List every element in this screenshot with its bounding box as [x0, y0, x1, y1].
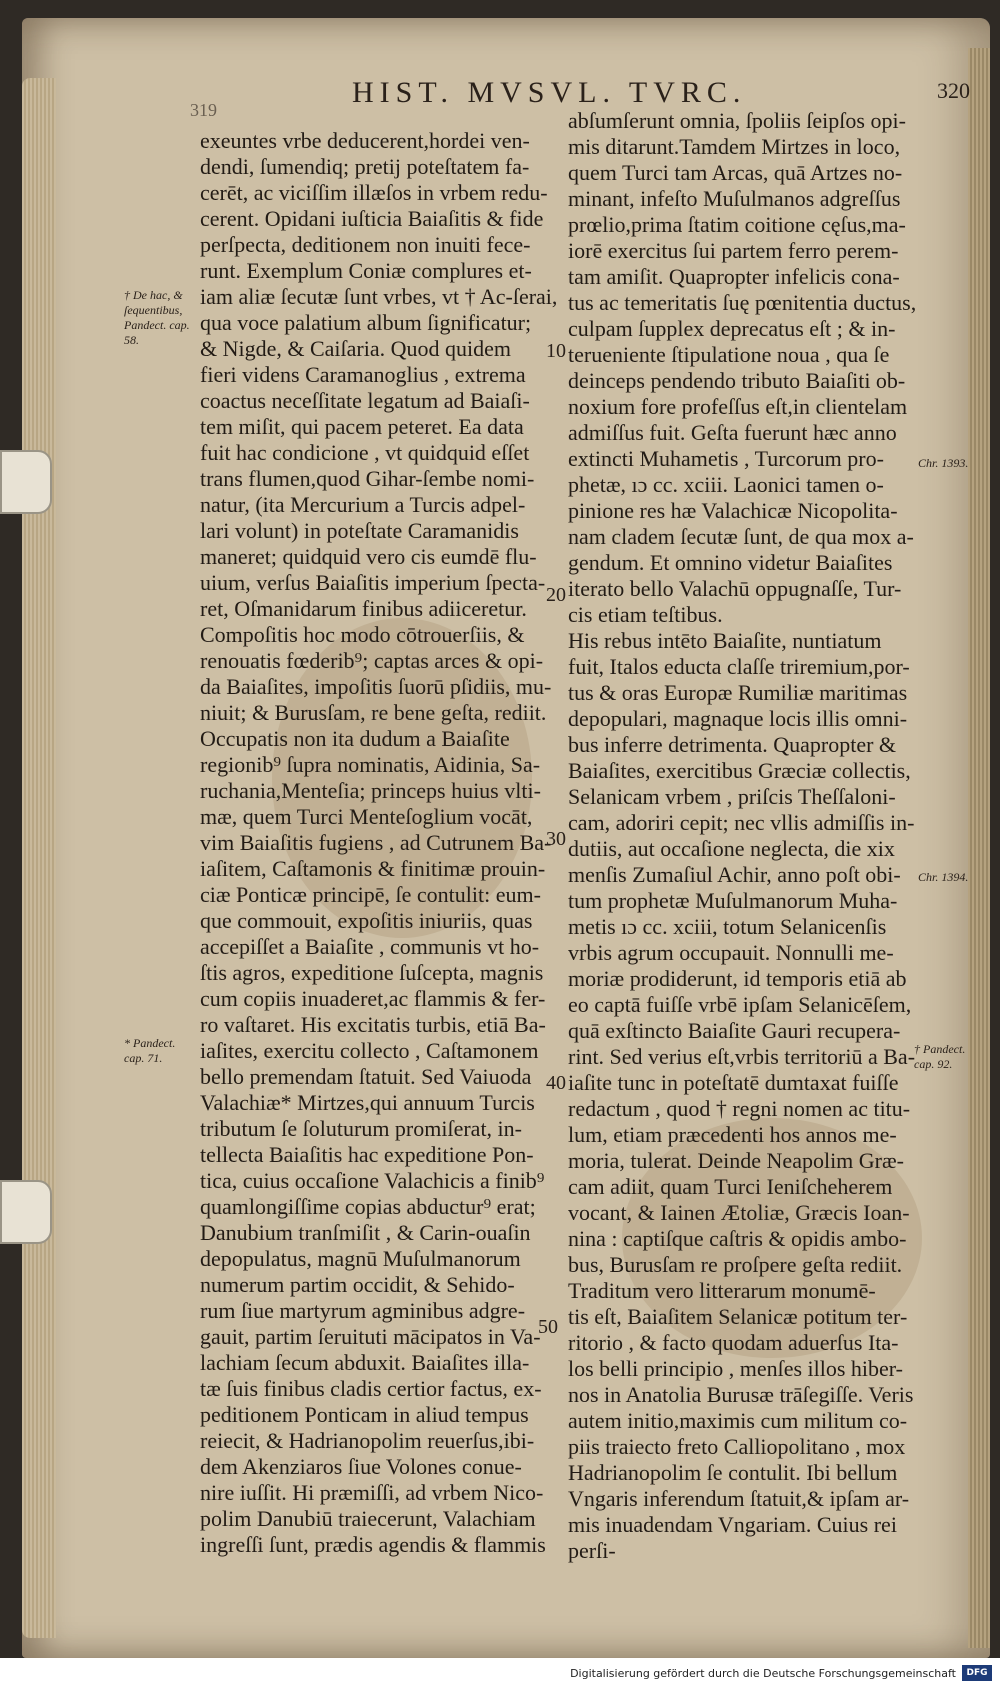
left-text-line: cum copiis inuaderet,ac flammis & fer-: [200, 986, 546, 1011]
left-text-line: Compoſitis hoc modo cōtrouerſiis, &: [200, 622, 525, 647]
left-text-line: quamlongiſſime copias abductur⁹ erat;: [200, 1194, 536, 1219]
right-text-line: rint. Sed verius eſt,vrbis territoriū a Ba-: [568, 1044, 916, 1069]
left-text-line: dem Akenziaros ſiue Volones conue-: [200, 1454, 522, 1479]
right-text-line: pinione res hæ Valachicæ Nicopolita-: [568, 498, 898, 523]
right-text-line: moriæ prodiderunt, id temporis etiā ab: [568, 966, 907, 991]
right-text-line: ritorio , & facto quodam aduerſus Ita-: [568, 1330, 899, 1355]
right-text-line: tus & oras Europæ Rumiliæ maritimas: [568, 680, 908, 705]
line-number: 10: [546, 340, 566, 362]
left-text-line: trans flumen,quod Gihar-ſembe nomi-: [200, 466, 535, 491]
right-text-line: deinceps pendendo tributo Baiaſiti ob-: [568, 368, 906, 393]
left-text-line: depopulatus, magnū Muſulmanorum: [200, 1246, 521, 1271]
right-text-line: cis etiam teſtibus.: [568, 602, 723, 627]
margin-note: * Pandect. cap. 71.: [124, 1036, 176, 1065]
funding-credit: Digitalisierung gefördert durch die Deutsche Forschungsgemeinschaft: [570, 1667, 956, 1680]
right-text-line: quem Turci tam Arcas, quā Artzes no-: [568, 160, 903, 185]
left-text-line: da Baiaſites, impoſitis ſuorū pſidiis, mu-: [200, 674, 552, 699]
margin-note: Chr. 1393.: [918, 456, 969, 470]
right-text-line: phetæ, ıɔ cc. xciii. Laonici tamen o-: [568, 472, 884, 497]
right-text-line: minant, infeſto Muſulmanos adgreſſus: [568, 186, 901, 211]
left-text-line: accepiſſet a Baiaſite , communis vt ho-: [200, 934, 540, 959]
right-text-line: nam cladem ſecutæ ſunt, de qua mox a-: [568, 524, 914, 549]
line-number: 30: [546, 828, 566, 850]
right-text-line: Baiaſites, exercitibus Græciæ collectis,: [568, 758, 911, 783]
left-text-line: iam aliæ ſecutæ ſunt vrbes, vt † Ac-ſerai,: [200, 284, 558, 309]
left-text-line: Valachiæ* Mirtzes,qui annuum Turcis: [200, 1090, 535, 1115]
line-number: 50: [538, 1316, 558, 1338]
right-text-line: piis traiecto freto Calliopolitano , mox: [568, 1434, 906, 1459]
right-text-line: Selanicam vrbem , priſcis Theſſaloni-: [568, 784, 896, 809]
right-text-line: noxium fore profeſſus eſt,in clientelam: [568, 394, 908, 419]
left-text-line: natur, (ita Mercurium a Turcis adpel-: [200, 492, 526, 517]
right-text-line: dutiis, aut occaſione neglecta, die xix: [568, 836, 895, 861]
left-text-line: numerum partim occidit, & Sehido-: [200, 1272, 515, 1297]
left-text-line: lari volunt) in poteſtate Caramanidis: [200, 518, 519, 543]
left-text-line: & Nigde, & Caiſaria. Quod quidem: [200, 336, 511, 361]
left-text-line: fieri videns Caramanoglius , extrema: [200, 362, 526, 387]
right-text-line: culpam ſupplex deprecatus eſt ; & in-: [568, 316, 896, 341]
left-text-line: tellecta Baiaſitis hac expeditione Pon-: [200, 1142, 534, 1167]
right-text-line: depopulari, magnaque locis illis omni-: [568, 706, 908, 731]
left-text-line: perſpecta, deditionem non inuiti fece-: [200, 232, 531, 257]
left-text-line: renouatis fœderib⁹; captas arces & opi-: [200, 648, 544, 673]
right-text-line: autem initio,maximis cum militum co-: [568, 1408, 908, 1433]
left-text-line: cerent. Opidani iuſticia Baiaſitis & fide: [200, 206, 544, 231]
right-text-line: vrbis agrum occupauit. Nonnulli me-: [568, 940, 894, 965]
right-text-line: Hadrianopolim ſe contulit. Ibi bellum: [568, 1460, 898, 1485]
left-text-line: tica, cuius occaſione Valachicis a finib⁹: [200, 1168, 545, 1193]
left-text-line: bello premendam ſtatuit. Sed Vaiuoda: [200, 1064, 532, 1089]
running-title: HIST. MVSVL. TVRC.: [352, 76, 747, 109]
right-text-line: gendum. Et omnino videtur Baiaſites: [568, 550, 893, 575]
left-text-line: ingreſſi ſunt, prædis agendis & flammis: [200, 1532, 546, 1557]
left-text-line: que commouit, expoſitis iniuriis, quas: [200, 908, 533, 933]
right-text-line: mis ditarunt.Tamdem Mirtzes in loco,: [568, 134, 901, 159]
right-text-line: nos in Anatolia Burusæ trāſegiſſe. Veris: [568, 1382, 914, 1407]
right-text-line: bus, Burusſam re proſpere geſta rediit.: [568, 1252, 903, 1277]
left-text-line: Danubium tranſmiſit , & Carin-ouaſin: [200, 1220, 531, 1245]
left-text-line: peditionem Ponticam in aliud tempus: [200, 1402, 529, 1427]
left-text-line: exeuntes vrbe deducerent,hordei ven-: [200, 128, 530, 153]
right-text-line: tum prophetæ Muſulmanorum Muha-: [568, 888, 898, 913]
right-text-line: fuit, Italos educta claſſe triremium,por-: [568, 654, 910, 679]
right-text-line: tus ac temeritatis ſuę pœnitentia ductus,: [568, 290, 917, 315]
left-text-line: runt. Exemplum Coniæ complures et-: [200, 258, 532, 283]
right-text-line: iterato bello Valachū oppugnaſſe, Tur-: [568, 576, 902, 601]
right-text-line: tam amiſit. Quapropter infelicis cona-: [568, 264, 900, 289]
left-text-line: ruchania,Menteſia; princeps huius vlti-: [200, 778, 541, 803]
right-text-line: redactum , quod † regni nomen ac titu-: [568, 1096, 911, 1121]
left-text-line: mæ, quem Turci Menteſoglium vocāt,: [200, 804, 533, 829]
left-text-line: rum ſiue martyrum agminibus adgre-: [200, 1298, 526, 1323]
left-text-line: cerēt, ac viciſſim illæſos in vrbem redu-: [200, 180, 548, 205]
right-text-line: His rebus intēto Baiaſite, nuntiatum: [568, 628, 882, 653]
dfg-logo: DFG: [962, 1665, 992, 1681]
left-text-line: tributum ſe ſoluturum promiſerat, in-: [200, 1116, 522, 1141]
right-text-line: iorē exercitus ſui partem ferro perem-: [568, 238, 899, 263]
left-text-line: tæ ſuis finibus cladis certior factus, ex-: [200, 1376, 542, 1401]
left-text-line: iaſites, exercitu collecto , Caſtamonem: [200, 1038, 539, 1063]
left-text-line: ret, Oſmanidarum finibus adiiceretur.: [200, 596, 527, 621]
right-text-line: bus inferre detrimenta. Quapropter &: [568, 732, 897, 757]
page-edges-right: [968, 48, 990, 1648]
line-number: 20: [546, 584, 566, 606]
right-text-line: lum, etiam præcedenti hos annos me-: [568, 1122, 897, 1147]
left-text-line: niuit; & Burusſam, re bene geſta, rediit.: [200, 700, 547, 725]
right-text-line: quā exſtincto Baiaſite Gauri recupera-: [568, 1018, 901, 1043]
right-text-line: eo captā fuiſſe vrbē ipſam Selanicēſem,: [568, 992, 912, 1017]
margin-note: † Pandect. cap. 92.: [914, 1042, 966, 1071]
right-text-line: iaſite tunc in poteſtatē dumtaxat fuiſſe: [568, 1070, 899, 1095]
right-text-line: admiſſus fuit. Geſta fuerunt hæc anno: [568, 420, 897, 445]
right-text-line: nina : captiſque caſtris & opidis ambo-: [568, 1226, 907, 1251]
left-text-line: maneret; quidquid vero cis eumdē flu-: [200, 544, 537, 569]
page-number-right: 320: [937, 78, 970, 103]
left-text-line: iaſitem, Caſtamonis & finitimæ prouin-: [200, 856, 546, 881]
right-text-line: tis eſt, Baiaſitem Selanicæ potitum ter-: [568, 1304, 908, 1329]
right-text-line: prœlio,prima ſtatim coitione cęſus,ma-: [568, 212, 906, 237]
left-text-line: dendi, ſumendiq; pretij poteſtatem fa-: [200, 154, 530, 179]
margin-note: Chr. 1394.: [918, 870, 969, 884]
left-text-line: ro vaſtaret. His excitatis turbis, etiā Ba-: [200, 1012, 546, 1037]
left-text-line: fuit hac condicione , vt quidquid eſſet: [200, 440, 530, 465]
left-text-line: ciæ Ponticæ principē, ſe contulit: eum-: [200, 882, 541, 907]
left-text-line: reiecit, & Hadrianopolim reuerſus,ibi-: [200, 1428, 535, 1453]
page-number-left: 319: [190, 100, 217, 120]
page-clip-top: [0, 450, 52, 514]
left-text-line: regionib⁹ ſupra nominatis, Aidinia, Sa-: [200, 752, 541, 777]
right-text-line: Vngaris inferendum ſtatuit,& ipſam ar-: [568, 1486, 910, 1511]
right-text-line: menſis Zumaſiul Achir, anno poſt obi-: [568, 862, 901, 887]
right-text-line: moria, tulerat. Deinde Neapolim Græ-: [568, 1148, 905, 1173]
right-text-line: cam adiit, quam Turci Ieniſcheherem: [568, 1174, 893, 1199]
left-text-line: nire iuſſit. Hi præmiſſi, ad vrbem Nico-: [200, 1480, 544, 1505]
right-text-column: [568, 108, 917, 1564]
left-text-line: vim Baiaſitis fugiens , ad Cutrunem Ba-: [200, 830, 552, 855]
left-text-line: qua voce palatium album ſignificatur;: [200, 310, 532, 335]
right-text-line: abſumſerunt omnia, ſpoliis ſeipſos opi-: [568, 108, 906, 133]
left-text-line: gauit, partim ſeruituti mācipatos in Va-: [200, 1324, 541, 1349]
page-edges-left: [22, 78, 56, 1638]
margin-note: † De hac, & ſequentibus, Pandect. cap. 58.: [124, 288, 190, 347]
left-text-line: polim Danubiū traiecerunt, Valachiam: [200, 1506, 536, 1531]
left-text-line: tem miſit, qui pacem peteret. Ea data: [200, 414, 524, 439]
right-text-line: mis inuadendam Vngariam. Cuius rei: [568, 1512, 897, 1537]
right-text-line: perſi-: [568, 1538, 616, 1563]
left-text-line: lachiam ſecum abduxit. Baiaſites illa-: [200, 1350, 530, 1375]
right-text-line: vocant, & Iainen Ætoliæ, Græcis Ioan-: [568, 1200, 910, 1225]
right-text-line: extincti Muhametis , Turcorum pro-: [568, 446, 884, 471]
right-text-line: metis ıɔ cc. xciii, totum Selanicenſis: [568, 914, 887, 939]
left-text-line: coactus neceſſitate legatum ad Baiaſi-: [200, 388, 530, 413]
right-text-line: Traditum vero litterarum monumē-: [568, 1278, 876, 1303]
right-text-line: cam, adoriri cepit; nec vllis admiſſis in-: [568, 810, 915, 835]
page-clip-bottom: [0, 1180, 52, 1244]
footer-bar: [0, 1658, 1000, 1690]
left-text-line: ſtis agros, expeditione ſuſcepta, magnis: [200, 960, 544, 985]
line-number: 40: [546, 1072, 566, 1094]
right-text-line: los belli principio , menſes illos hiber-: [568, 1356, 904, 1381]
left-text-line: uium, verſus Baiaſitis imperium ſpecta-: [200, 570, 546, 595]
left-text-line: Occupatis non ita dudum a Baiaſite: [200, 726, 510, 751]
right-text-line: terueniente ſtipulatione noua , qua ſe: [568, 342, 890, 367]
